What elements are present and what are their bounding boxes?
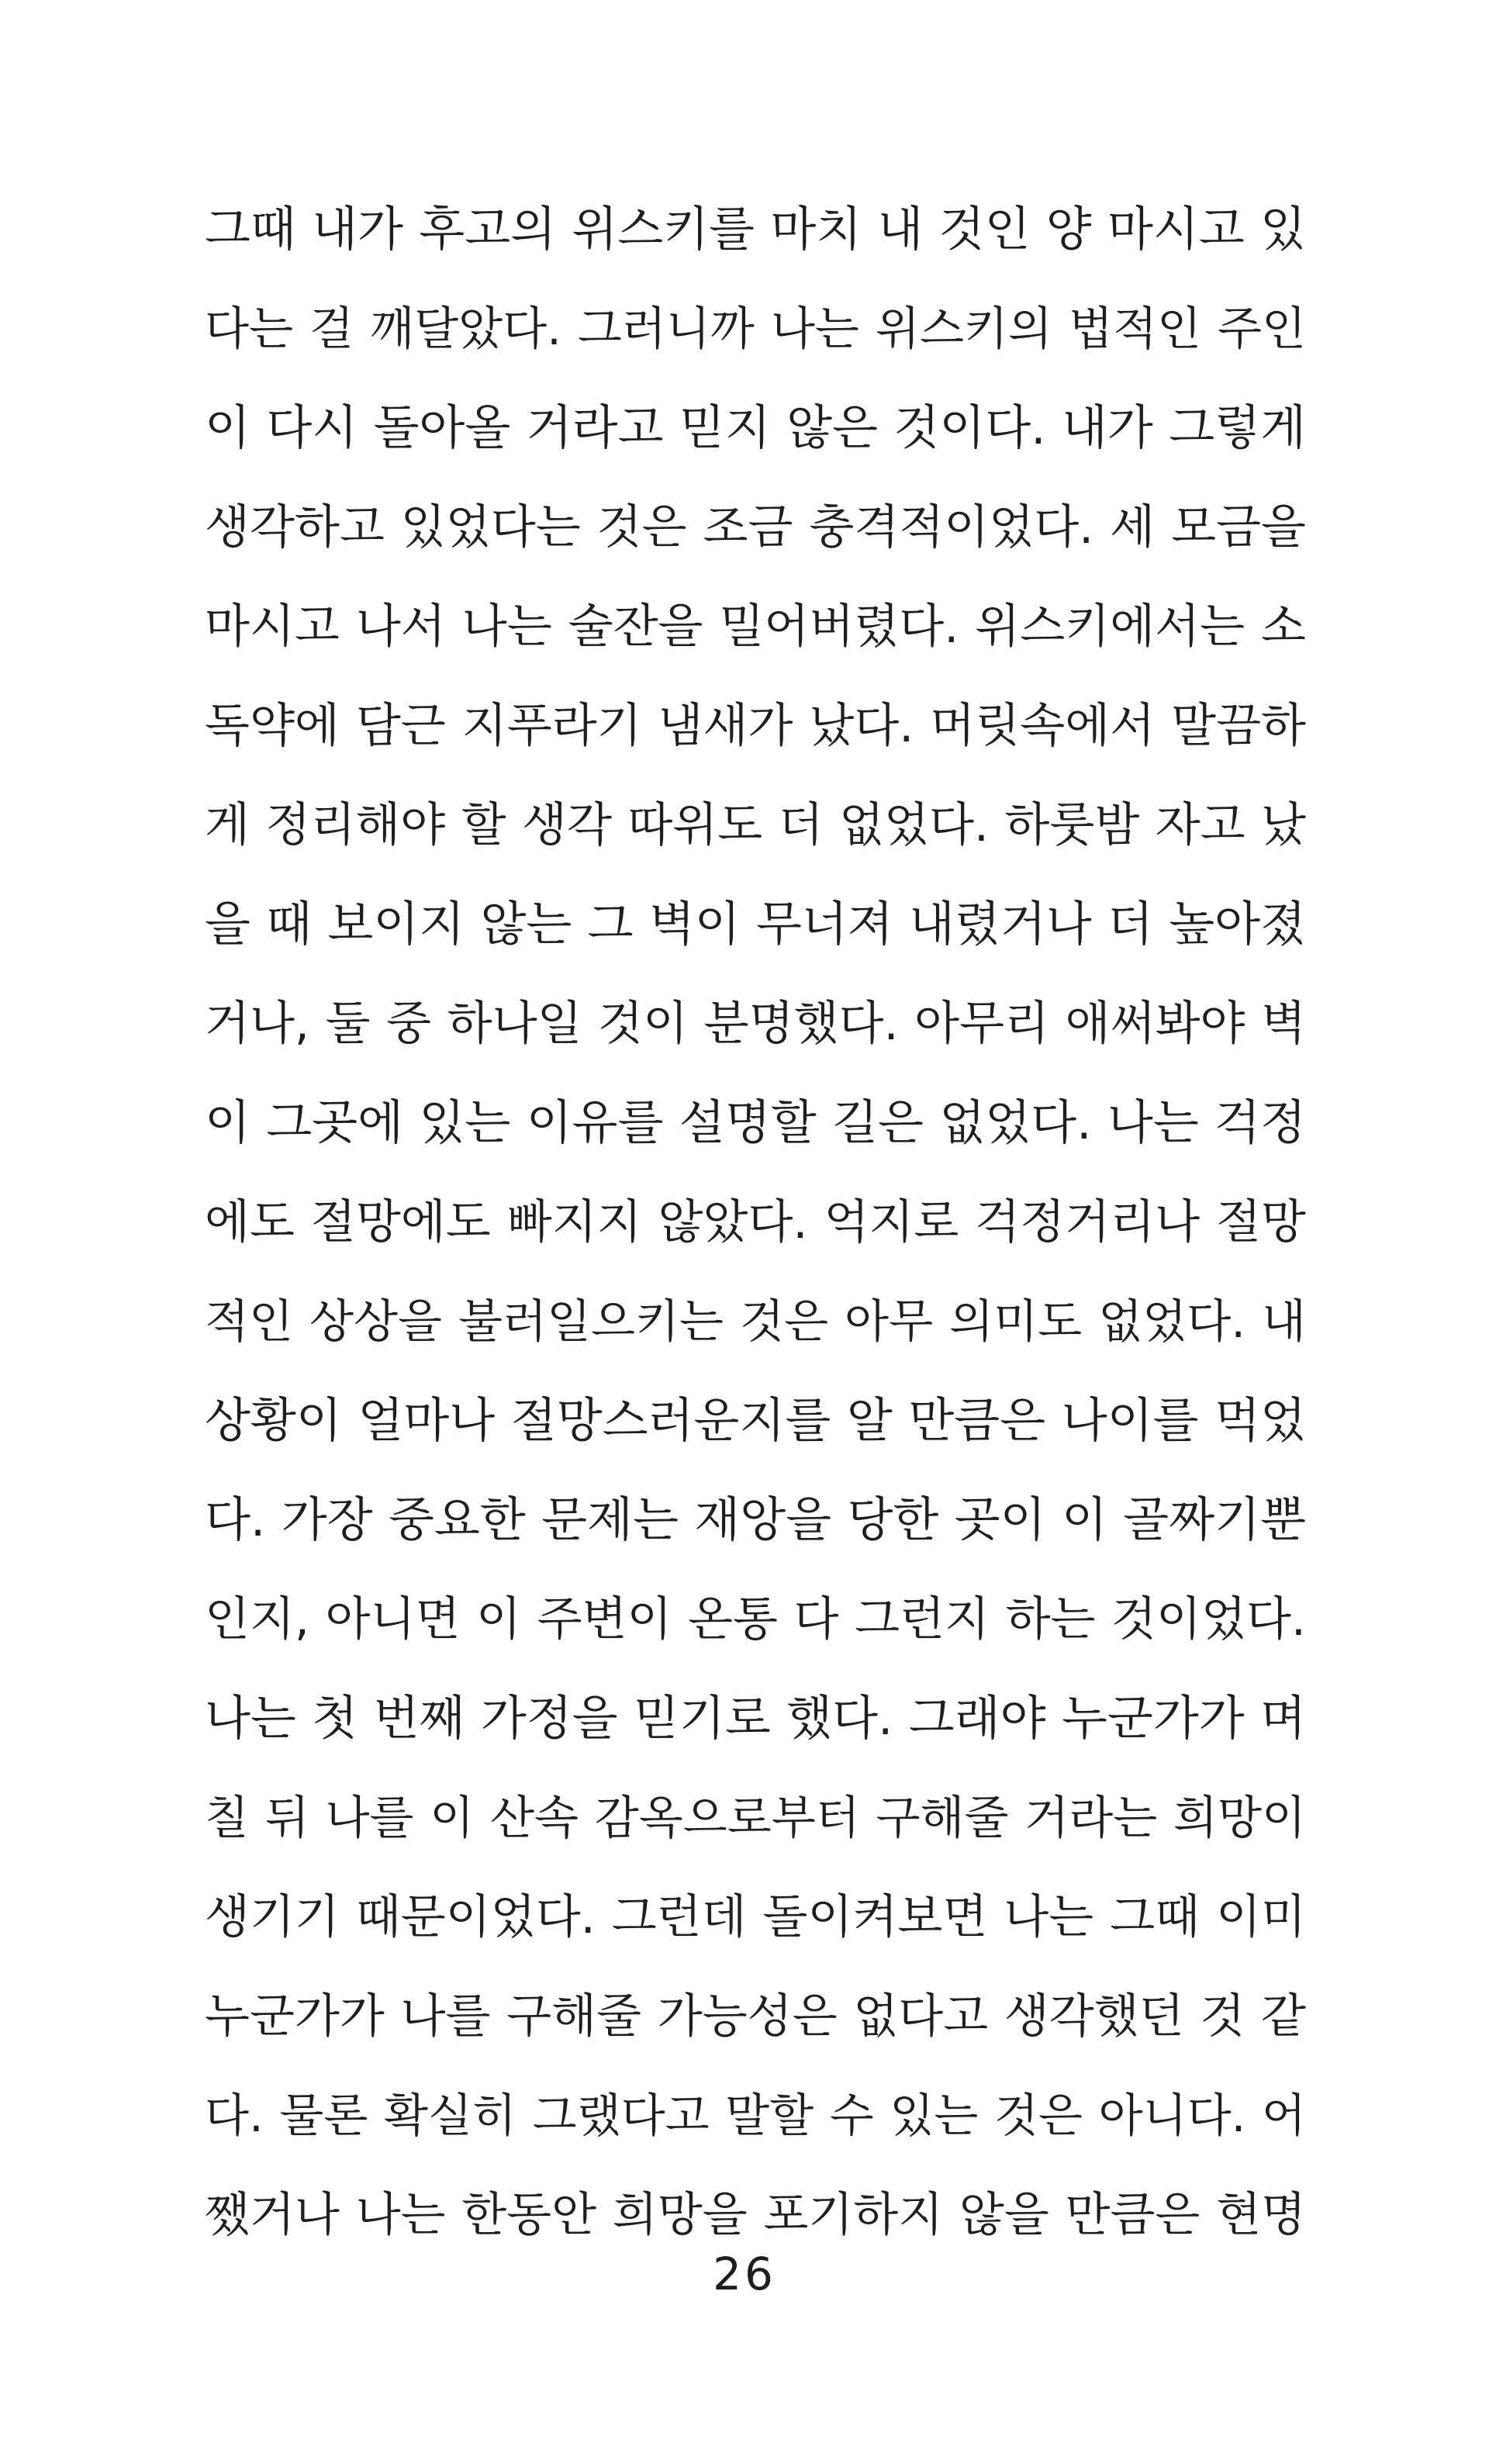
text-line: 다. 가장 중요한 문제는 재앙을 당한 곳이 이 골짜기뿐 xyxy=(205,1492,1306,1547)
text-line: 다는 걸 깨달았다. 그러니까 나는 위스키의 법적인 주인 xyxy=(205,302,1306,355)
text-line: 누군가가 나를 구해줄 가능성은 없다고 생각했던 것 같 xyxy=(205,1989,1306,2044)
text-line: 이 그곳에 있는 이유를 설명할 길은 없었다. 나는 걱정 xyxy=(205,1095,1306,1150)
text-line: 게 정리해야 할 생각 따위도 더 없었다. 하룻밤 자고 났 xyxy=(205,798,1306,852)
text-line: 인지, 아니면 이 주변이 온통 다 그런지 하는 것이었다. xyxy=(205,1592,1306,1647)
text-line: 거나, 둘 중 하나일 것이 분명했다. 아무리 애써봐야 벽 xyxy=(205,997,1306,1051)
text-line: 을 때 보이지 않는 그 벽이 무너져 내렸거나 더 높아졌 xyxy=(205,897,1306,952)
text-line: 적인 상상을 불러일으키는 것은 아무 의미도 없었다. 내 xyxy=(205,1294,1306,1348)
page-number: 26 xyxy=(713,2248,776,2300)
text-line: 그때 내가 후고의 위스키를 마치 내 것인 양 마시고 있 xyxy=(205,202,1306,257)
text-line: 생각하고 있었다는 것은 조금 충격적이었다. 세 모금을 xyxy=(205,500,1306,555)
text-line: 독약에 담근 지푸라기 냄새가 났다. 머릿속에서 말끔하 xyxy=(205,699,1306,753)
text-line: 나는 첫 번째 가정을 믿기로 했다. 그래야 누군가가 며 xyxy=(205,1691,1306,1746)
text-line: 에도 절망에도 빠지지 않았다. 억지로 걱정거리나 절망 xyxy=(205,1195,1306,1249)
text-line: 칠 뒤 나를 이 산속 감옥으로부터 구해줄 거라는 희망이 xyxy=(205,1791,1306,1844)
text-line: 다. 물론 확실히 그랬다고 말할 수 있는 것은 아니다. 어 xyxy=(205,2089,1306,2142)
text-line: 상황이 얼마나 절망스러운지를 알 만큼은 나이를 먹었 xyxy=(205,1393,1306,1448)
text-line: 이 다시 돌아올 거라고 믿지 않은 것이다. 내가 그렇게 xyxy=(205,400,1306,455)
body-text xyxy=(205,180,1306,2265)
text-line: 생기기 때문이었다. 그런데 돌이켜보면 나는 그때 이미 xyxy=(205,1890,1306,1944)
text-line: 쨌거나 나는 한동안 희망을 포기하지 않을 만큼은 현명 xyxy=(205,2188,1306,2242)
text-line: 마시고 나서 나는 술잔을 밀어버렸다. 위스키에서는 소 xyxy=(205,600,1306,654)
